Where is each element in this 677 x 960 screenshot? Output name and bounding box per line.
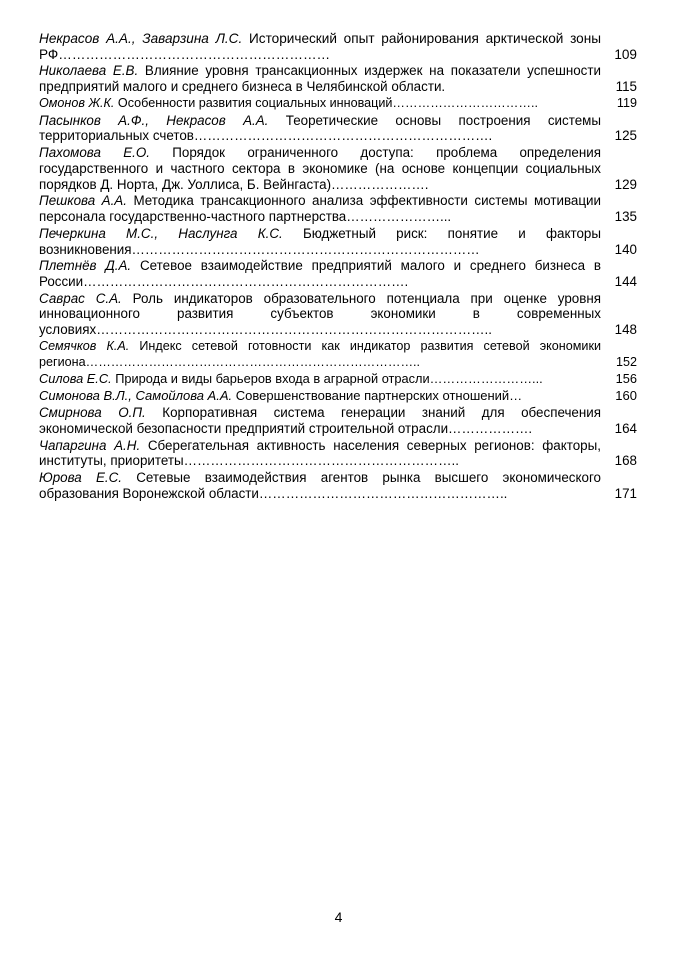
toc-entry-page: 109	[614, 46, 637, 62]
toc-entry-title: Корпоративная система генерации знаний для обеспечения экономической безопасности предприятий строительной отрасли……………….	[39, 405, 602, 436]
toc-entry-text	[39, 371, 601, 387]
toc-entry-text	[39, 145, 601, 192]
toc-entry-authors: Пешкова А.А.	[39, 193, 127, 209]
toc-entry-text	[39, 291, 601, 338]
toc-entry-page: 140	[614, 241, 637, 257]
toc-entry-authors: Пахомова Е.О.	[39, 145, 150, 161]
toc-entry-title: Бюджетный риск: понятие и факторы возникновения……………………………………………………………………	[39, 225, 601, 257]
toc-entry-authors: Пасынков А.Ф., Некрасов А.А.	[39, 112, 269, 128]
toc-entry-text	[39, 63, 601, 94]
toc-entry-title: Природа и виды барьеров входа в аграрной отрасли……………………...	[115, 371, 543, 387]
toc-entry-title: Совершенствование партнерских отношений…	[235, 388, 523, 404]
toc-entry-text	[39, 388, 601, 404]
toc-entry-authors: Смирнова О.П.	[39, 405, 146, 421]
toc-entry-title: Исторический опыт районирования арктической зоны РФ	[39, 31, 601, 62]
toc-entry-title: Индекс сетевой готовности как индикатор развития сетевой экономики региона……………………………………………………………………..	[39, 338, 602, 369]
toc-entry[interactable]	[39, 291, 637, 338]
toc-entry-title: Сетевое взаимодействие предприятий малого и среднего бизнеса в России……………………………………………………………….	[39, 258, 601, 289]
toc-entry-text	[39, 258, 601, 289]
toc-entry[interactable]	[39, 145, 637, 192]
toc-entry-authors: Юрова Е.С.	[39, 470, 122, 486]
toc-entry-page: 125	[614, 128, 637, 144]
toc-entry[interactable]	[39, 438, 637, 469]
toc-entry-text	[39, 405, 601, 436]
toc-entry-page: 152	[615, 354, 637, 369]
toc-entry[interactable]	[39, 339, 637, 370]
toc-entry[interactable]	[39, 258, 637, 289]
toc-entry-authors: Печеркина М.С., Наслунга К.С.	[39, 225, 283, 241]
toc-entry-title: Теоретические основы построения системы территориальных счетов………………………………………………………….	[39, 112, 601, 144]
page-number: 4	[334, 909, 343, 925]
toc-entry[interactable]	[39, 226, 637, 257]
toc-entry-text	[39, 339, 601, 370]
toc-entry-authors: Чапаргина А.Н.	[39, 437, 141, 453]
toc-entry-authors: Омонов Ж.К.	[39, 95, 115, 110]
toc-entry-authors: Некрасов А.А., Заварзина Л.С.	[39, 31, 243, 46]
toc-entry-text: Некрасов А.А., Заварзина Л.С. Исторический опыт районирования арктической зоны РФ……………………………………………………	[39, 31, 601, 62]
toc-entry-text	[39, 96, 601, 112]
toc-entry-page: 144	[614, 273, 637, 289]
toc-entry[interactable]	[39, 388, 637, 404]
table-of-contents	[39, 31, 637, 503]
toc-entry-text	[39, 226, 601, 257]
toc-entry-authors: Плетнёв Д.А.	[39, 258, 132, 274]
toc-entry-title: Особенности развития социальных инноваций……………………………..	[117, 95, 538, 110]
toc-entry-text	[39, 193, 601, 224]
toc-entry[interactable]	[39, 470, 637, 501]
toc-entry-authors: Симонова В.Л., Самойлова А.А.	[39, 388, 233, 404]
toc-entry-authors: Николаева Е.В.	[39, 63, 139, 79]
toc-entry-page: 119	[616, 95, 637, 110]
toc-entry-title: Роль индикаторов образовательного потенциала при оценке уровня инновационного развития субъектов экономики в современных условиях……………………………………………………………………………..	[39, 290, 601, 338]
toc-entry[interactable]	[39, 31, 637, 62]
toc-entry[interactable]	[39, 371, 637, 387]
toc-entry-page: 135	[614, 209, 637, 225]
toc-entry-text	[39, 438, 601, 469]
toc-entry-title: Сберегательная активность населения северных регионов: факторы, институты, приоритеты……………………………………………………..	[39, 437, 601, 469]
toc-entry-page: 156	[615, 371, 637, 387]
toc-entry-authors: Силова Е.С.	[39, 371, 112, 387]
toc-entry[interactable]	[39, 193, 637, 224]
toc-entry-title: Методика трансакционного анализа эффективности системы мотивации персонала государственно-частного партнерства…………………...	[39, 193, 601, 225]
toc-entry-page: 160	[615, 388, 637, 404]
toc-entry-page: 164	[614, 420, 637, 436]
toc-entry-text	[39, 113, 601, 144]
toc-entry-authors: Семячков К.А.	[39, 338, 130, 353]
toc-entry-title: Сетевые взаимодействия агентов рынка высшего экономического образования Воронежской области………………………………………………..	[39, 470, 601, 501]
toc-entry-title: Порядок ограниченного доступа: проблема определения государственного и частного сектора в экономике (на основе концепции социальных порядков Д. Норта, Дж. Уоллиса, Б. Вейнгаста)………………….	[39, 145, 601, 192]
toc-entry-text	[39, 470, 601, 501]
toc-entry-page: 148	[614, 322, 637, 338]
toc-entry[interactable]	[39, 405, 637, 436]
toc-entry-title: Влияние уровня трансакционных издержек на показатели успешности предприятий малого и среднего бизнеса в Челябинской области.	[39, 63, 601, 95]
toc-entry[interactable]	[39, 113, 637, 144]
toc-entry-page: 168	[614, 453, 637, 469]
toc-entry-authors: Саврас С.А.	[39, 290, 122, 306]
toc-entry[interactable]	[39, 63, 637, 94]
toc-entry-page: 171	[614, 485, 637, 501]
toc-entry-page: 129	[614, 176, 637, 192]
toc-entry[interactable]	[39, 96, 637, 112]
toc-entry-page: 115	[615, 79, 637, 95]
